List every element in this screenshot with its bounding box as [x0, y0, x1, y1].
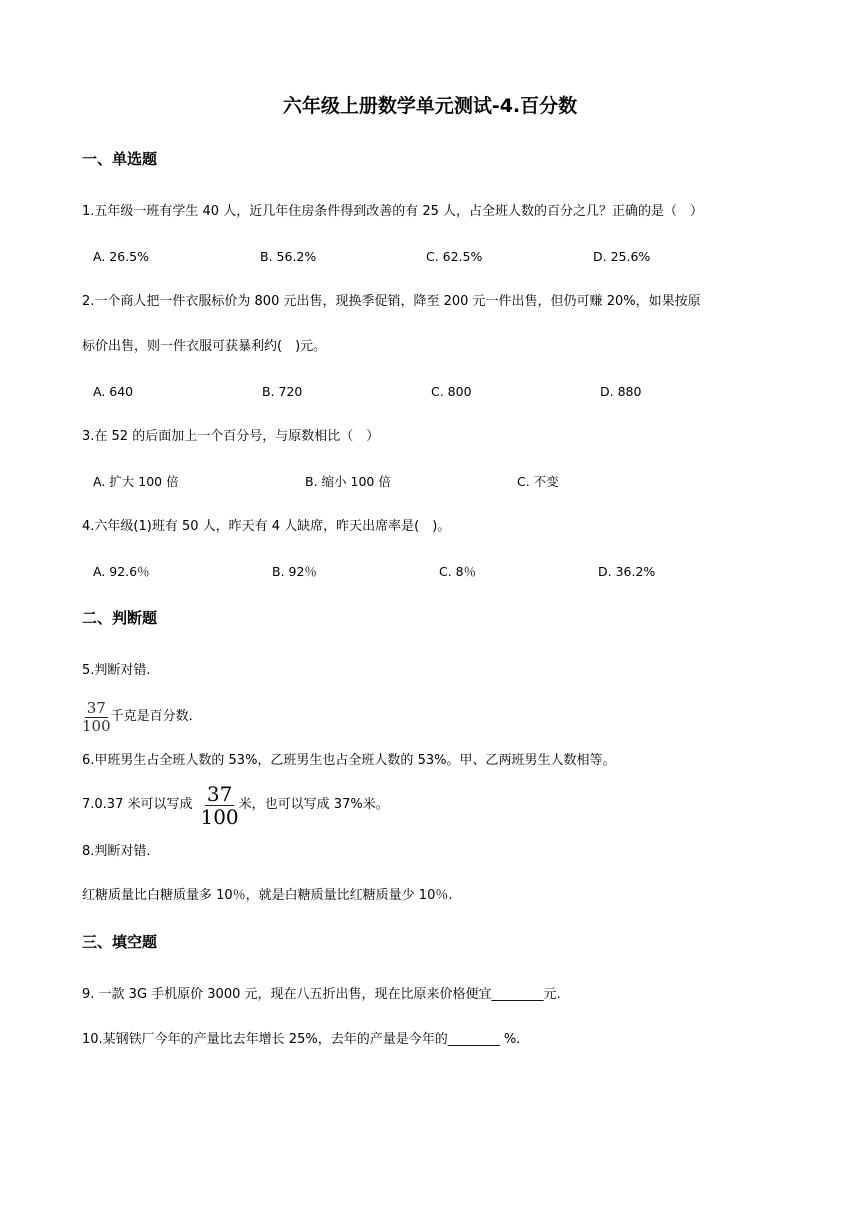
section-heading-fill-in: 三、填空题	[82, 933, 158, 951]
fraction-numerator: 37	[86, 698, 106, 717]
question-4-option-b: B. 92％	[272, 564, 317, 579]
question-2-option-d: D. 880	[600, 384, 642, 399]
question-4-text: 4.六年级(1)班有 50 人，昨天有 4 人缺席，昨天出席率是( )。	[82, 519, 451, 534]
section-heading-single-choice: 一、单选题	[82, 150, 158, 168]
question-7-text	[82, 781, 389, 829]
document-title: 六年级上册数学单元测试-4.百分数	[282, 95, 578, 117]
question-4-option-d: D. 36.2%	[598, 564, 656, 579]
question-8-text: 8.判断对错.	[82, 844, 151, 859]
question-7-text-before: 7.0.37 米可以写成	[82, 797, 193, 812]
question-3-option-a: A. 扩大 100 倍	[93, 474, 179, 489]
question-1-option-b: B. 56.2%	[260, 249, 317, 264]
question-4-option-c: C. 8％	[439, 564, 477, 579]
fraction-37-over-100-large	[200, 781, 239, 829]
question-10-text: 10.某钢铁厂今年的产量比去年增长 25%，去年的产量是今年的________ %.	[82, 1032, 521, 1047]
question-1-option-d: D. 25.6%	[593, 249, 651, 264]
fraction-denominator: 100	[82, 716, 111, 735]
fraction-denominator: 100	[200, 804, 239, 829]
question-7-text-after: 米，也可以写成 37%米。	[238, 797, 389, 812]
question-2-option-b: B. 720	[262, 384, 303, 399]
question-2-text-line-2: 标价出售，则一件衣服可获暴利约( )元。	[82, 339, 327, 354]
question-5-statement	[82, 700, 193, 734]
fraction-numerator: 37	[206, 781, 233, 806]
fraction-37-over-100	[82, 698, 111, 735]
question-1-text: 1.五年级一班有学生 40 人，近几年住房条件得到改善的有 25 人，占全班人数的百分之几？正确的是（ ）	[82, 204, 704, 219]
question-2-option-a: A. 640	[93, 384, 134, 399]
question-5-text: 5.判断对错.	[82, 663, 151, 678]
question-3-text: 3.在 52 的后面加上一个百分号，与原数相比（ ）	[82, 429, 380, 444]
question-5-statement-text: 千克是百分数.	[110, 709, 193, 724]
section-heading-true-false: 二、判断题	[82, 609, 158, 627]
question-6-text: 6.甲班男生占全班人数的 53%，乙班男生也占全班人数的 53%。甲、乙两班男生人数相等。	[82, 753, 616, 768]
question-2-text-line-1: 2.一个商人把一件衣服标价为 800 元出售，现换季促销，降至 200 元一件出售，但仍可赚 20%，如果按原	[82, 294, 701, 309]
question-4-option-a: A. 92.6％	[93, 564, 150, 579]
question-8-statement: 红糖质量比白糖质量多 10％，就是白糖质量比红糖质量少 10％.	[82, 888, 453, 903]
question-1-option-c: C. 62.5%	[426, 249, 483, 264]
question-2-option-c: C. 800	[431, 384, 472, 399]
question-9-text: 9. 一款 3G 手机原价 3000 元，现在八五折出售，现在比原来价格便宜________元.	[82, 987, 561, 1002]
question-3-option-c: C. 不变	[517, 474, 559, 489]
question-3-option-b: B. 缩小 100 倍	[305, 474, 391, 489]
question-1-option-a: A. 26.5%	[93, 249, 149, 264]
